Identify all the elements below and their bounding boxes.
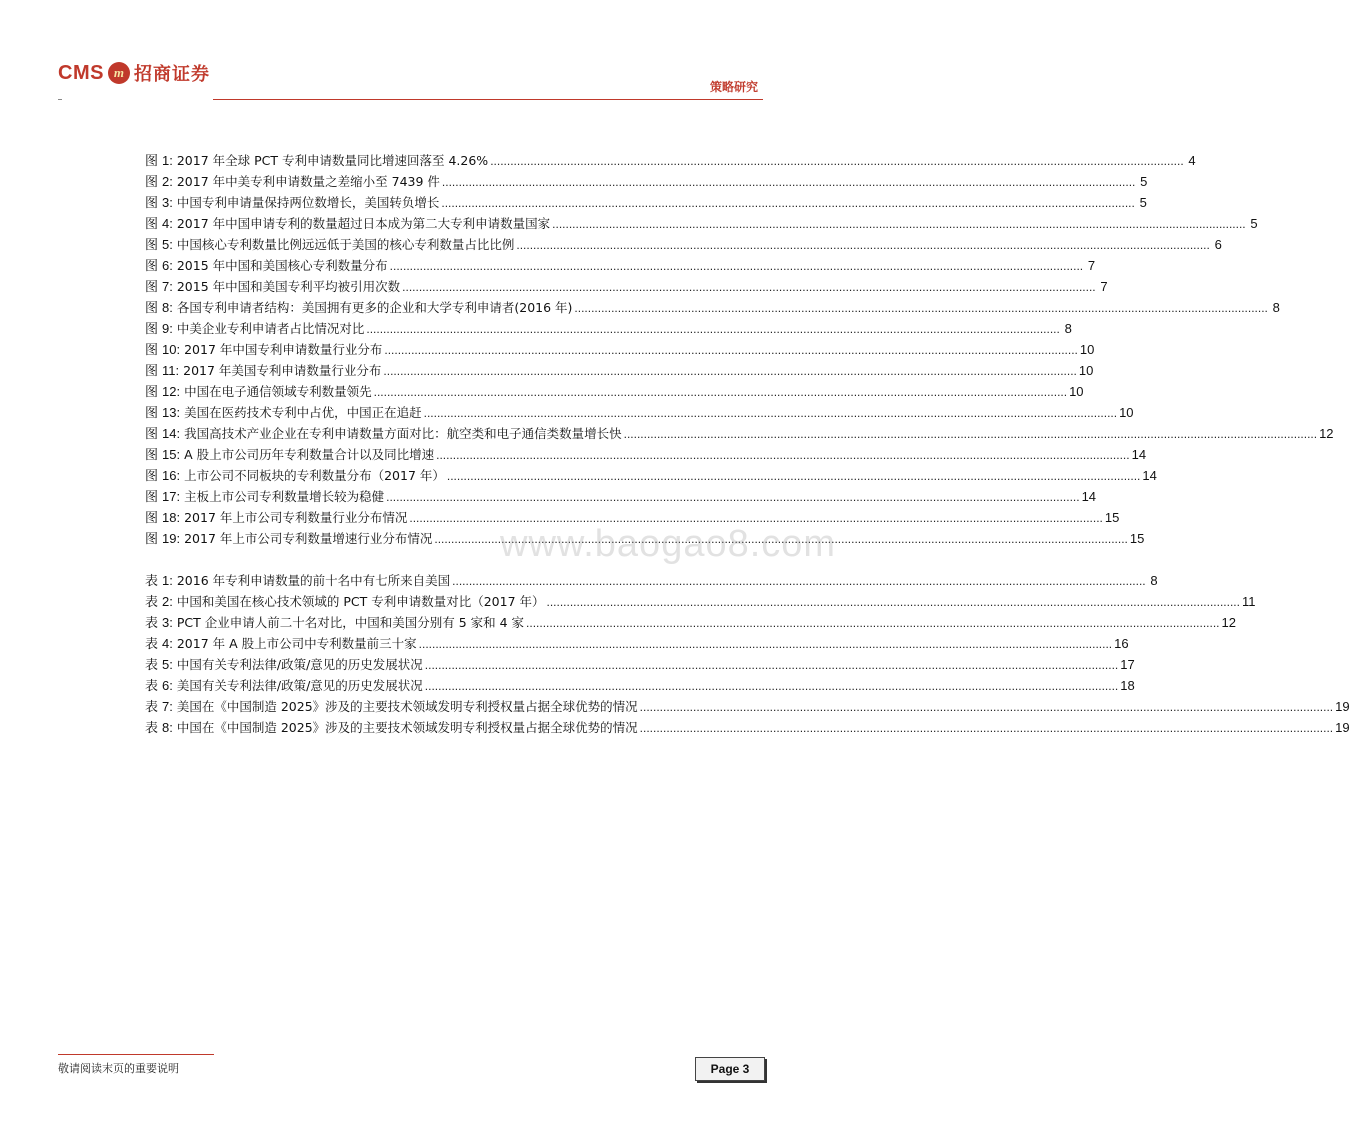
entry-prefix: 图 <box>145 448 159 463</box>
entry-title: 美国在医药技术专利中占优，中国正在追赶 <box>184 405 422 420</box>
entry-title: 中国在电子通信领域专利数量领先 <box>184 384 372 399</box>
table-index-entry[interactable] <box>145 654 1135 675</box>
entry-page-number: 10 <box>1078 363 1094 378</box>
entry-number: 13: <box>162 405 181 420</box>
entry-prefix: 图 <box>145 238 159 253</box>
dot-leader <box>441 196 1134 210</box>
figure-index-entry[interactable] <box>145 276 1108 297</box>
entry-title: 2016 年专利申请数量的前十名中有七所来自美国 <box>176 573 451 588</box>
entry-title: 2017 年中国专利申请数量行业分布 <box>184 342 383 357</box>
entry-title: 2017 年 A 股上市公司中专利数量前三十家 <box>176 636 417 651</box>
figure-index-entry[interactable] <box>145 444 1147 465</box>
watermark: www.baogao8.com <box>500 523 837 565</box>
section-label: 策略研究 <box>709 80 758 94</box>
entry-number: 1: <box>162 573 173 588</box>
entry-title: 中国有关专利法律/政策/意见的历史发展状况 <box>176 657 423 672</box>
entry-page-number: 17 <box>1120 657 1135 672</box>
entry-title: 上市公司不同板块的专利数量分布（2017 年） <box>184 468 445 483</box>
entry-title: 中美企业专利申请者占比情况对比 <box>176 321 365 336</box>
dot-leader <box>425 658 1118 672</box>
table-index-entry[interactable] <box>145 591 1256 612</box>
entry-title: 我国高技术产业企业在专利申请数量方面对比：航空类和电子通信类数量增长快 <box>184 426 622 441</box>
entry-title: 2017 年上市公司专利数量行业分布情况 <box>184 510 408 525</box>
entry-page-number: 14 <box>1142 468 1157 483</box>
entry-page-number: 8 <box>1150 573 1158 588</box>
dot-leader <box>386 490 1079 504</box>
dot-leader <box>640 700 1333 714</box>
entry-number: 9: <box>162 321 173 336</box>
entry-page-number: 12 <box>1221 615 1236 630</box>
dot-leader <box>624 427 1317 441</box>
logo-cms-text: CMS <box>58 61 104 84</box>
entry-page-number: 15 <box>1129 531 1145 546</box>
entry-number: 2: <box>162 594 173 609</box>
figure-index-entry[interactable] <box>145 255 1096 276</box>
entry-title: 中国核心专利数量比例远远低于美国的核心专利数量占比比例 <box>176 237 515 252</box>
entry-number: 11: <box>162 363 180 378</box>
dot-leader <box>640 721 1333 735</box>
entry-number: 17: <box>162 489 181 504</box>
entry-page-number: 12 <box>1319 426 1334 441</box>
entry-number: 3: <box>162 615 173 630</box>
figure-index-entry[interactable] <box>145 486 1097 507</box>
entry-page-number: 8 <box>1272 300 1280 315</box>
entry-number: 5: <box>162 237 173 252</box>
footer-disclaimer-note: 敬请阅读末页的重要说明 <box>58 1062 179 1075</box>
figure-index-entry[interactable] <box>145 171 1148 192</box>
entry-page-number: 10 <box>1069 384 1084 399</box>
logo-mark-icon: m <box>108 62 130 84</box>
header-divider-left <box>58 99 62 100</box>
figure-index-entry[interactable] <box>145 381 1084 402</box>
dot-leader <box>390 259 1083 273</box>
entry-page-number: 8 <box>1064 321 1072 336</box>
logo-company-name: 招商证券 <box>133 64 210 85</box>
entry-prefix: 图 <box>145 364 159 379</box>
table-index-entry[interactable] <box>145 717 1350 738</box>
entry-title: A 股上市公司历年专利数量合计以及同比增速 <box>184 447 435 462</box>
entry-page-number: 6 <box>1214 237 1222 252</box>
figure-index-entry[interactable] <box>145 192 1147 213</box>
entry-title: 2017 年上市公司专利数量增速行业分布情况 <box>184 531 433 546</box>
table-index <box>145 570 1350 738</box>
entry-number: 6: <box>162 678 173 693</box>
footer-divider <box>58 1054 214 1055</box>
entry-page-number: 10 <box>1079 342 1095 357</box>
entry-number: 2: <box>162 174 173 189</box>
entry-prefix: 图 <box>145 259 159 274</box>
entry-prefix: 图 <box>145 385 159 400</box>
entry-page-number: 10 <box>1119 405 1134 420</box>
entry-number: 8: <box>162 720 173 735</box>
entry-title: 中国和美国在核心技术领域的 PCT 专利申请数量对比（2017 年） <box>176 594 545 609</box>
dot-leader <box>419 637 1112 651</box>
entry-prefix: 表 <box>145 574 159 589</box>
dot-leader <box>547 595 1240 609</box>
entry-prefix: 图 <box>145 175 159 190</box>
entry-number: 19: <box>162 531 181 546</box>
table-index-entry[interactable] <box>145 696 1350 717</box>
dot-leader <box>366 322 1059 336</box>
entry-prefix: 图 <box>145 343 159 358</box>
entry-title: PCT 企业申请人前二十名对比，中国和美国分别有 5 家和 4 家 <box>176 615 525 630</box>
dot-leader <box>452 574 1145 588</box>
entry-title: 2017 年中国申请专利的数量超过日本成为第二大专利申请数量国家 <box>176 216 551 231</box>
figure-index-entry[interactable] <box>145 297 1280 318</box>
entry-title: 2017 年全球 PCT 专利申请数量同比增速回落至 4.26% <box>176 153 489 168</box>
figure-index-entry[interactable] <box>145 318 1072 339</box>
dot-leader <box>384 343 1077 357</box>
entry-prefix: 表 <box>145 595 159 610</box>
entry-page-number: 7 <box>1100 279 1108 294</box>
entry-number: 14: <box>162 426 181 441</box>
figure-index-entry[interactable] <box>145 423 1334 444</box>
dot-leader <box>424 406 1117 420</box>
entry-prefix: 图 <box>145 154 159 169</box>
table-index-entry[interactable] <box>145 612 1236 633</box>
entry-number: 3: <box>162 195 173 210</box>
figure-index-entry[interactable] <box>145 465 1157 486</box>
entry-number: 4: <box>162 636 173 651</box>
entry-page-number: 7 <box>1087 258 1096 273</box>
table-index-entry[interactable] <box>145 675 1135 696</box>
page-header <box>0 0 800 110</box>
entry-prefix: 表 <box>145 700 159 715</box>
entry-prefix: 图 <box>145 511 159 526</box>
entry-page-number: 5 <box>1140 174 1148 189</box>
dot-leader <box>425 679 1118 693</box>
entry-number: 16: <box>162 468 181 483</box>
entry-page-number: 5 <box>1250 216 1258 231</box>
entry-number: 5: <box>162 657 173 672</box>
entry-number: 4: <box>162 216 173 231</box>
table-index-entry[interactable] <box>145 633 1129 654</box>
dot-leader <box>516 238 1209 252</box>
entry-page-number: 14 <box>1081 489 1097 504</box>
entry-prefix: 表 <box>145 658 159 673</box>
dot-leader <box>402 280 1095 294</box>
entry-page-number: 15 <box>1104 510 1120 525</box>
entry-number: 12: <box>162 384 181 399</box>
entry-prefix: 图 <box>145 490 159 505</box>
dot-leader <box>552 217 1245 231</box>
entry-number: 1: <box>162 153 173 168</box>
entry-number: 6: <box>162 258 173 273</box>
entry-prefix: 图 <box>145 406 159 421</box>
entry-prefix: 图 <box>145 217 159 232</box>
figure-index-entry[interactable] <box>145 213 1258 234</box>
entry-page-number: 16 <box>1114 636 1129 651</box>
entry-prefix: 图 <box>145 427 159 442</box>
entry-page-number: 14 <box>1131 447 1147 462</box>
entry-prefix: 图 <box>145 322 159 337</box>
figure-index-entry[interactable] <box>145 360 1094 381</box>
entry-number: 8: <box>162 300 173 315</box>
entry-title: 各国专利申请者结构：美国拥有更多的企业和大学专利申请者(2016 年) <box>176 300 573 315</box>
entry-title: 主板上市公司专利数量增长较为稳健 <box>184 489 385 504</box>
entry-prefix: 表 <box>145 721 159 736</box>
entry-page-number: 19 <box>1335 720 1350 735</box>
entry-title: 美国有关专利法律/政策/意见的历史发展状况 <box>176 678 423 693</box>
entry-title: 中国在《中国制造 2025》涉及的主要技术领域发明专利授权量占据全球优势的情况 <box>176 720 638 735</box>
dot-leader <box>490 154 1183 168</box>
entry-title: 2015 年中国和美国核心专利数量分布 <box>176 258 388 273</box>
entry-page-number: 5 <box>1139 195 1147 210</box>
dot-leader <box>447 469 1140 483</box>
entry-prefix: 表 <box>145 679 159 694</box>
entry-number: 10: <box>162 342 181 357</box>
figure-index-entry[interactable] <box>145 402 1134 423</box>
entry-title: 2017 年美国专利申请数量行业分布 <box>183 363 382 378</box>
entry-prefix: 图 <box>145 301 159 316</box>
entry-prefix: 表 <box>145 637 159 652</box>
dot-leader <box>383 364 1076 378</box>
dot-leader <box>574 301 1267 315</box>
dot-leader <box>526 616 1219 630</box>
entry-page-number: 11 <box>1241 594 1256 609</box>
entry-number: 15: <box>162 447 181 462</box>
entry-page-number: 19 <box>1335 699 1350 714</box>
dot-leader <box>442 175 1135 189</box>
entry-number: 18: <box>162 510 181 525</box>
entry-prefix: 图 <box>145 469 159 484</box>
entry-title: 2017 年中美专利申请数量之差缩小至 7439 件 <box>176 174 440 189</box>
entry-prefix: 图 <box>145 196 159 211</box>
figure-index-entry[interactable] <box>145 234 1222 255</box>
entry-number: 7: <box>162 699 173 714</box>
cms-logo <box>58 60 210 86</box>
dot-leader <box>436 448 1129 462</box>
page-number-badge: Page 3 <box>695 1057 765 1081</box>
entry-prefix: 图 <box>145 280 159 295</box>
header-divider <box>213 99 763 100</box>
entry-title: 美国在《中国制造 2025》涉及的主要技术领域发明专利授权量占据全球优势的情况 <box>176 699 638 714</box>
entry-page-number: 18 <box>1120 678 1135 693</box>
entry-prefix: 表 <box>145 616 159 631</box>
entry-page-number: 4 <box>1188 153 1196 168</box>
entry-title: 中国专利申请量保持两位数增长，美国转负增长 <box>176 195 440 210</box>
table-index-entry[interactable] <box>145 570 1158 591</box>
dot-leader <box>374 385 1067 399</box>
figure-index-entry[interactable] <box>145 339 1095 360</box>
entry-title: 2015 年中国和美国专利平均被引用次数 <box>176 279 401 294</box>
entry-number: 7: <box>162 279 173 294</box>
entry-prefix: 图 <box>145 532 159 547</box>
figure-index-entry[interactable] <box>145 150 1196 171</box>
